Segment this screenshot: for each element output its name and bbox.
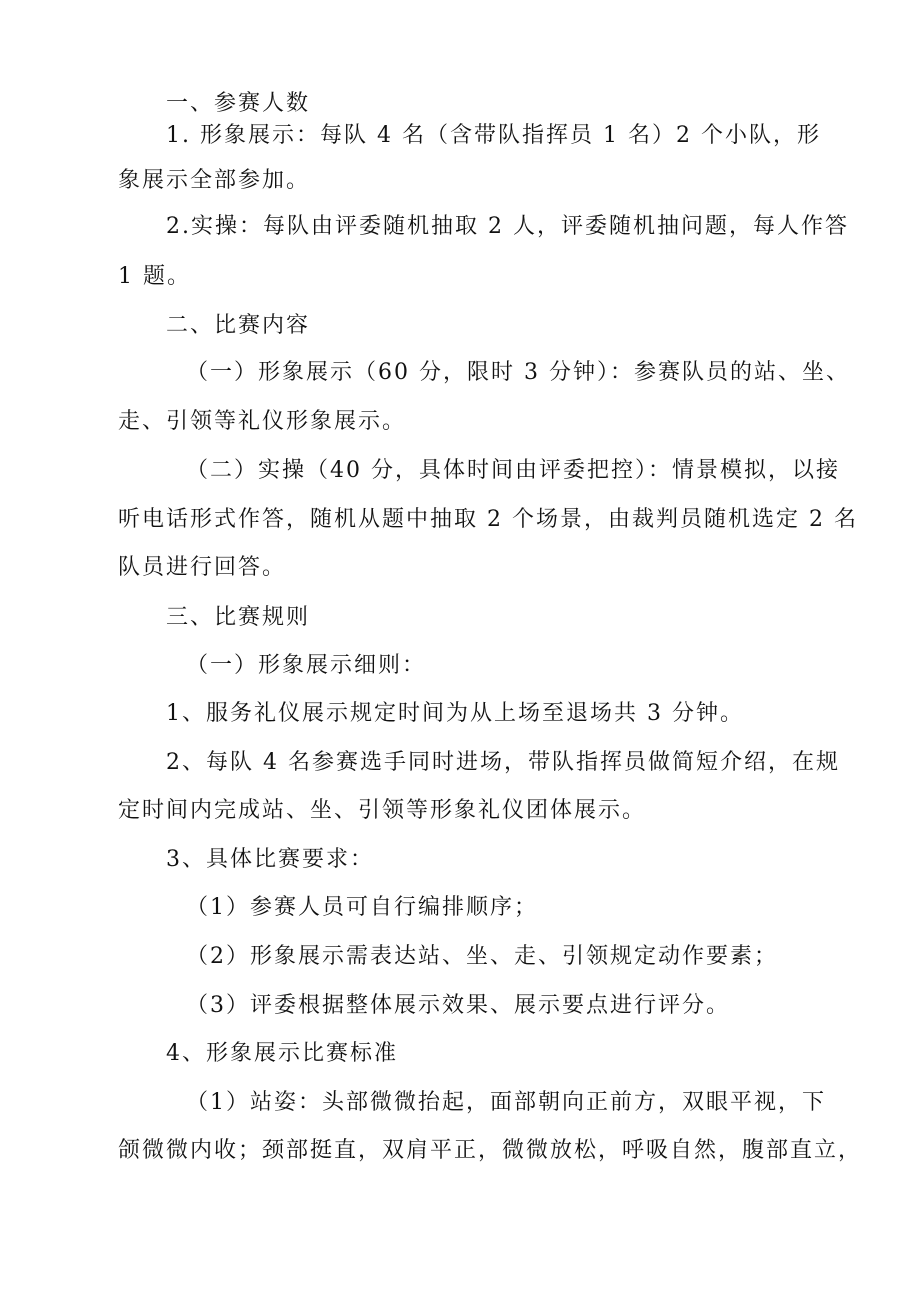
paragraph-line: 定时间内完成站、坐、引领等形象礼仪团体展示。 — [118, 798, 647, 823]
paragraph-line: 听电话形式作答，随机从题中抽取 2 个场景，由裁判员随机选定 2 名 — [118, 507, 858, 532]
paragraph-line: 队员进行回答。 — [118, 555, 287, 580]
paragraph-line: 象展示全部参加。 — [118, 168, 311, 193]
heading-rules: 三、比赛规则 — [166, 605, 311, 630]
paragraph-line: （二）实操（40 分，具体时间由评委把控）：情景模拟，以接 — [186, 458, 840, 483]
paragraph-line: 3、具体比赛要求： — [166, 847, 374, 872]
paragraph-line: 1、服务礼仪展示规定时间为从上场至退场共 3 分钟。 — [166, 701, 744, 726]
paragraph-line: （1）站姿：头部微微抬起，面部朝向正前方，双眼平视，下 — [186, 1090, 826, 1115]
paragraph-line: 走、引领等礼仪形象展示。 — [118, 409, 407, 434]
list-item: （2）形象展示需表达站、坐、走、引领规定动作要素； — [186, 944, 778, 969]
paragraph-line: 颌微微内收；颈部挺直，双肩平正，微微放松，呼吸自然，腹部直立， — [118, 1138, 863, 1163]
paragraph-line: 1 题。 — [118, 264, 191, 289]
heading-content: 二、比赛内容 — [166, 313, 311, 338]
heading-participants: 一、参赛人数 — [166, 91, 311, 116]
subheading-image-rules: （一）形象展示细则： — [186, 653, 427, 678]
list-item: （3）评委根据整体展示效果、展示要点进行评分。 — [186, 993, 730, 1018]
paragraph-line: （一）形象展示（60 分，限时 3 分钟）：参赛队员的站、坐、 — [186, 360, 850, 385]
paragraph-line: 2.实操：每队由评委随机抽取 2 人，评委随机抽问题，每人作答 — [166, 214, 849, 239]
list-item: （1）参赛人员可自行编排顺序； — [186, 895, 538, 920]
paragraph-line: 2、每队 4 名参赛选手同时进场，带队指挥员做简短介绍，在规 — [166, 750, 840, 775]
subheading-standards: 4、形象展示比赛标准 — [166, 1041, 398, 1066]
paragraph-line: 1. 形象展示：每队 4 名（含带队指挥员 1 名）2 个小队，形 — [166, 123, 821, 148]
